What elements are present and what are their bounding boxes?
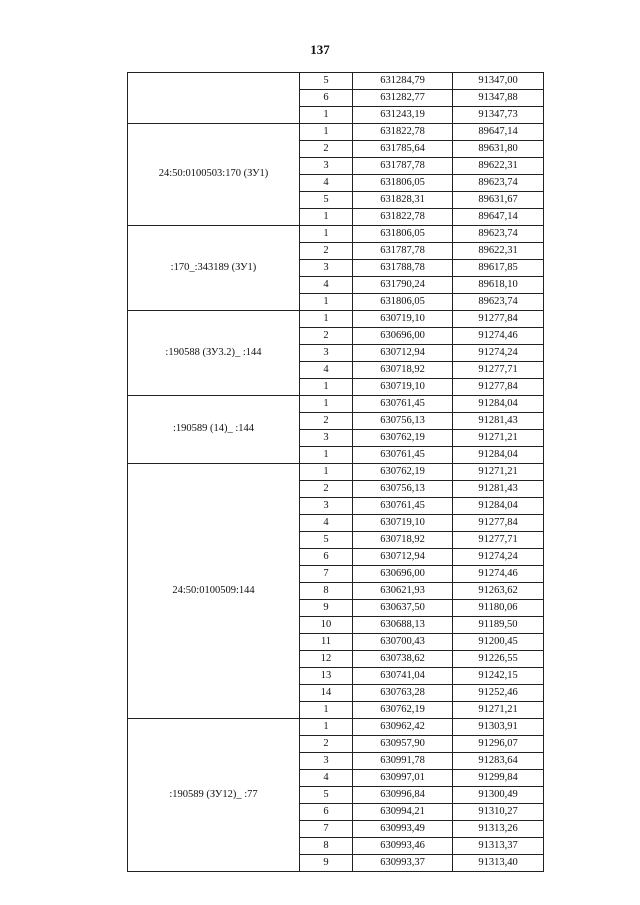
x-coordinate-cell: 630957,90 bbox=[353, 736, 453, 753]
x-coordinate-cell: 630738,62 bbox=[353, 651, 453, 668]
point-number-cell: 4 bbox=[300, 362, 353, 379]
y-coordinate-cell: 91281,43 bbox=[453, 413, 544, 430]
x-coordinate-cell: 631787,78 bbox=[353, 158, 453, 175]
y-coordinate-cell: 91274,24 bbox=[453, 345, 544, 362]
x-coordinate-cell: 630712,94 bbox=[353, 549, 453, 566]
x-coordinate-cell: 630719,10 bbox=[353, 311, 453, 328]
y-coordinate-cell: 91200,45 bbox=[453, 634, 544, 651]
parcel-label: :170_:343189 (ЗУ1) bbox=[128, 226, 300, 311]
point-number-cell: 6 bbox=[300, 549, 353, 566]
point-number-cell: 8 bbox=[300, 838, 353, 855]
table-row bbox=[128, 464, 544, 481]
x-coordinate-cell: 630718,92 bbox=[353, 532, 453, 549]
table-row bbox=[128, 124, 544, 141]
x-coordinate-cell: 630993,46 bbox=[353, 838, 453, 855]
point-number-cell: 1 bbox=[300, 226, 353, 243]
y-coordinate-cell: 91313,37 bbox=[453, 838, 544, 855]
y-coordinate-cell: 91300,49 bbox=[453, 787, 544, 804]
y-coordinate-cell: 91180,06 bbox=[453, 600, 544, 617]
x-coordinate-cell: 630712,94 bbox=[353, 345, 453, 362]
point-number-cell: 2 bbox=[300, 736, 353, 753]
y-coordinate-cell: 89647,14 bbox=[453, 124, 544, 141]
y-coordinate-cell: 89617,85 bbox=[453, 260, 544, 277]
x-coordinate-cell: 631822,78 bbox=[353, 124, 453, 141]
point-number-cell: 1 bbox=[300, 311, 353, 328]
point-number-cell: 6 bbox=[300, 804, 353, 821]
x-coordinate-cell: 631828,31 bbox=[353, 192, 453, 209]
x-coordinate-cell: 630700,43 bbox=[353, 634, 453, 651]
parcel-label: :190589 (ЗУ12)_ :77 bbox=[128, 719, 300, 872]
table-row bbox=[128, 396, 544, 413]
y-coordinate-cell: 91299,84 bbox=[453, 770, 544, 787]
y-coordinate-cell: 91274,24 bbox=[453, 549, 544, 566]
y-coordinate-cell: 91313,26 bbox=[453, 821, 544, 838]
point-number-cell: 1 bbox=[300, 209, 353, 226]
x-coordinate-cell: 630761,45 bbox=[353, 396, 453, 413]
table-row bbox=[128, 719, 544, 736]
point-number-cell: 3 bbox=[300, 260, 353, 277]
y-coordinate-cell: 91271,21 bbox=[453, 430, 544, 447]
y-coordinate-cell: 89647,14 bbox=[453, 209, 544, 226]
point-number-cell: 2 bbox=[300, 243, 353, 260]
x-coordinate-cell: 630621,93 bbox=[353, 583, 453, 600]
parcel-label: 24:50:0100503:170 (ЗУ1) bbox=[128, 124, 300, 226]
x-coordinate-cell: 630719,10 bbox=[353, 379, 453, 396]
point-number-cell: 1 bbox=[300, 124, 353, 141]
x-coordinate-cell: 631282,77 bbox=[353, 90, 453, 107]
y-coordinate-cell: 89623,74 bbox=[453, 294, 544, 311]
point-number-cell: 5 bbox=[300, 192, 353, 209]
x-coordinate-cell: 630696,00 bbox=[353, 328, 453, 345]
y-coordinate-cell: 89623,74 bbox=[453, 226, 544, 243]
x-coordinate-cell: 630762,19 bbox=[353, 464, 453, 481]
point-number-cell: 1 bbox=[300, 379, 353, 396]
point-number-cell: 1 bbox=[300, 107, 353, 124]
y-coordinate-cell: 91277,71 bbox=[453, 532, 544, 549]
point-number-cell: 2 bbox=[300, 141, 353, 158]
x-coordinate-cell: 630762,19 bbox=[353, 702, 453, 719]
y-coordinate-cell: 91283,64 bbox=[453, 753, 544, 770]
table-row bbox=[128, 226, 544, 243]
x-coordinate-cell: 630756,13 bbox=[353, 413, 453, 430]
point-number-cell: 3 bbox=[300, 345, 353, 362]
y-coordinate-cell: 91271,21 bbox=[453, 464, 544, 481]
x-coordinate-cell: 631243,19 bbox=[353, 107, 453, 124]
y-coordinate-cell: 91313,40 bbox=[453, 855, 544, 872]
x-coordinate-cell: 630688,13 bbox=[353, 617, 453, 634]
y-coordinate-cell: 91271,21 bbox=[453, 702, 544, 719]
y-coordinate-cell: 91284,04 bbox=[453, 396, 544, 413]
x-coordinate-cell: 631787,78 bbox=[353, 243, 453, 260]
x-coordinate-cell: 631785,64 bbox=[353, 141, 453, 158]
point-number-cell: 3 bbox=[300, 158, 353, 175]
point-number-cell: 3 bbox=[300, 498, 353, 515]
coordinates-table-body bbox=[128, 73, 544, 872]
point-number-cell: 1 bbox=[300, 396, 353, 413]
x-coordinate-cell: 631822,78 bbox=[353, 209, 453, 226]
x-coordinate-cell: 631790,24 bbox=[353, 277, 453, 294]
x-coordinate-cell: 630756,13 bbox=[353, 481, 453, 498]
y-coordinate-cell: 91296,07 bbox=[453, 736, 544, 753]
point-number-cell: 5 bbox=[300, 787, 353, 804]
point-number-cell: 1 bbox=[300, 702, 353, 719]
point-number-cell: 1 bbox=[300, 464, 353, 481]
y-coordinate-cell: 91347,73 bbox=[453, 107, 544, 124]
x-coordinate-cell: 631806,05 bbox=[353, 294, 453, 311]
x-coordinate-cell: 630962,42 bbox=[353, 719, 453, 736]
x-coordinate-cell: 630996,84 bbox=[353, 787, 453, 804]
point-number-cell: 6 bbox=[300, 90, 353, 107]
y-coordinate-cell: 89618,10 bbox=[453, 277, 544, 294]
x-coordinate-cell: 630991,78 bbox=[353, 753, 453, 770]
y-coordinate-cell: 89631,80 bbox=[453, 141, 544, 158]
point-number-cell: 5 bbox=[300, 73, 353, 90]
parcel-label: :190588 (ЗУ3.2)_ :144 bbox=[128, 311, 300, 396]
x-coordinate-cell: 630741,04 bbox=[353, 668, 453, 685]
x-coordinate-cell: 630993,49 bbox=[353, 821, 453, 838]
x-coordinate-cell: 630994,21 bbox=[353, 804, 453, 821]
coordinates-table bbox=[127, 72, 544, 872]
parcel-label: :190589 (14)_ :144 bbox=[128, 396, 300, 464]
table-row bbox=[128, 311, 544, 328]
y-coordinate-cell: 89622,31 bbox=[453, 243, 544, 260]
x-coordinate-cell: 630696,00 bbox=[353, 566, 453, 583]
y-coordinate-cell: 91347,88 bbox=[453, 90, 544, 107]
y-coordinate-cell: 91263,62 bbox=[453, 583, 544, 600]
y-coordinate-cell: 89623,74 bbox=[453, 175, 544, 192]
parcel-label: 24:50:0100509:144 bbox=[128, 464, 300, 719]
point-number-cell: 7 bbox=[300, 566, 353, 583]
point-number-cell: 1 bbox=[300, 447, 353, 464]
x-coordinate-cell: 630997,01 bbox=[353, 770, 453, 787]
point-number-cell: 1 bbox=[300, 294, 353, 311]
point-number-cell: 12 bbox=[300, 651, 353, 668]
x-coordinate-cell: 631788,78 bbox=[353, 260, 453, 277]
x-coordinate-cell: 630637,50 bbox=[353, 600, 453, 617]
x-coordinate-cell: 630993,37 bbox=[353, 855, 453, 872]
y-coordinate-cell: 91277,84 bbox=[453, 515, 544, 532]
x-coordinate-cell: 631284,79 bbox=[353, 73, 453, 90]
parcel-label bbox=[128, 73, 300, 124]
point-number-cell: 5 bbox=[300, 532, 353, 549]
y-coordinate-cell: 91347,00 bbox=[453, 73, 544, 90]
point-number-cell: 3 bbox=[300, 430, 353, 447]
x-coordinate-cell: 630762,19 bbox=[353, 430, 453, 447]
y-coordinate-cell: 91242,15 bbox=[453, 668, 544, 685]
table-row bbox=[128, 73, 544, 90]
point-number-cell: 10 bbox=[300, 617, 353, 634]
point-number-cell: 4 bbox=[300, 175, 353, 192]
y-coordinate-cell: 91252,46 bbox=[453, 685, 544, 702]
y-coordinate-cell: 91303,91 bbox=[453, 719, 544, 736]
point-number-cell: 1 bbox=[300, 719, 353, 736]
y-coordinate-cell: 91189,50 bbox=[453, 617, 544, 634]
y-coordinate-cell: 89622,31 bbox=[453, 158, 544, 175]
x-coordinate-cell: 631806,05 bbox=[353, 226, 453, 243]
y-coordinate-cell: 91274,46 bbox=[453, 566, 544, 583]
y-coordinate-cell: 91277,84 bbox=[453, 379, 544, 396]
point-number-cell: 2 bbox=[300, 481, 353, 498]
y-coordinate-cell: 91310,27 bbox=[453, 804, 544, 821]
y-coordinate-cell: 91274,46 bbox=[453, 328, 544, 345]
page-number: 137 bbox=[310, 42, 330, 57]
point-number-cell: 7 bbox=[300, 821, 353, 838]
point-number-cell: 2 bbox=[300, 413, 353, 430]
point-number-cell: 3 bbox=[300, 753, 353, 770]
y-coordinate-cell: 91277,71 bbox=[453, 362, 544, 379]
point-number-cell: 13 bbox=[300, 668, 353, 685]
y-coordinate-cell: 91284,04 bbox=[453, 498, 544, 515]
point-number-cell: 8 bbox=[300, 583, 353, 600]
y-coordinate-cell: 91226,55 bbox=[453, 651, 544, 668]
point-number-cell: 14 bbox=[300, 685, 353, 702]
point-number-cell: 4 bbox=[300, 277, 353, 294]
point-number-cell: 4 bbox=[300, 515, 353, 532]
x-coordinate-cell: 630718,92 bbox=[353, 362, 453, 379]
x-coordinate-cell: 630761,45 bbox=[353, 447, 453, 464]
point-number-cell: 2 bbox=[300, 328, 353, 345]
y-coordinate-cell: 91281,43 bbox=[453, 481, 544, 498]
x-coordinate-cell: 630761,45 bbox=[353, 498, 453, 515]
x-coordinate-cell: 631806,05 bbox=[353, 175, 453, 192]
x-coordinate-cell: 630763,28 bbox=[353, 685, 453, 702]
point-number-cell: 4 bbox=[300, 770, 353, 787]
point-number-cell: 9 bbox=[300, 600, 353, 617]
y-coordinate-cell: 91277,84 bbox=[453, 311, 544, 328]
y-coordinate-cell: 89631,67 bbox=[453, 192, 544, 209]
point-number-cell: 11 bbox=[300, 634, 353, 651]
y-coordinate-cell: 91284,04 bbox=[453, 447, 544, 464]
x-coordinate-cell: 630719,10 bbox=[353, 515, 453, 532]
point-number-cell: 9 bbox=[300, 855, 353, 872]
